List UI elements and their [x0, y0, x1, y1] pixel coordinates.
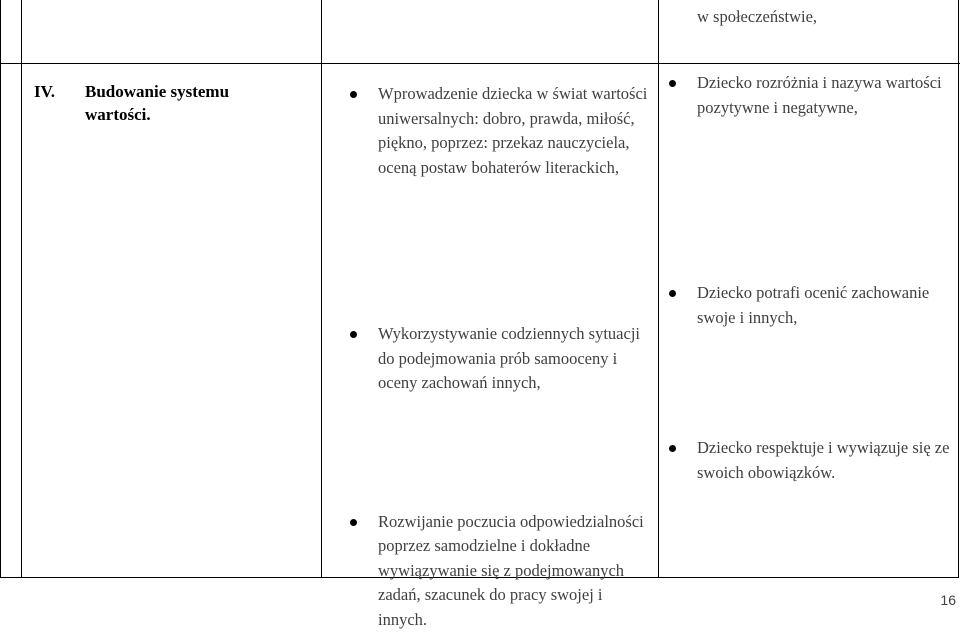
- list-item: [378, 510, 648, 632]
- outcome-text: Dziecko potrafi ocenić zachowanie swoje i innych,: [697, 281, 957, 330]
- bullet-icon: [350, 519, 357, 526]
- outcomes-list: [697, 71, 957, 218]
- goal-text: Rozwijanie poczucia odpowiedzialności poprzez samodzielne i dokładne wywiązywanie się z podejmowanych zadań, szacunek do pracy swojej i innych.: [378, 510, 648, 632]
- section-number: IV.: [34, 80, 55, 103]
- page-number: 16: [940, 592, 956, 608]
- bullet-icon: [669, 445, 676, 452]
- bullet-icon: [669, 290, 676, 297]
- goals-list: [378, 82, 648, 376]
- goal-text: Wykorzystywanie codziennych sytuacji do podejmowania prób samooceny i oceny zachowań innych,: [378, 322, 648, 396]
- table-left-border: [0, 0, 1, 578]
- previous-row-continuation: w społeczeństwie,: [697, 5, 817, 28]
- list-item: [697, 71, 957, 120]
- table-column-divider: [658, 0, 659, 578]
- outcome-text: Dziecko respektuje i wywiązuje się ze swoich obowiązków.: [697, 436, 957, 485]
- bullet-icon: [669, 80, 676, 87]
- table-column-divider: [321, 0, 322, 578]
- bullet-icon: [350, 331, 357, 338]
- table-column-divider: [21, 0, 22, 578]
- list-item: [378, 322, 648, 396]
- list-item: [697, 281, 957, 330]
- bullet-icon: [350, 91, 357, 98]
- table-row-divider: [0, 63, 960, 64]
- section-title: Budowanie systemu wartości.: [85, 80, 260, 126]
- outcome-text: Dziecko rozróżnia i nazywa wartości pozytywne i negatywne,: [697, 71, 957, 120]
- list-item: [378, 82, 648, 180]
- goal-text: Wprowadzenie dziecka w świat wartości uniwersalnych: dobro, prawda, miłość, piękno, poprzez: przekaz nauczyciela, oceną postaw bohaterów literackich,: [378, 82, 648, 180]
- list-item: [697, 436, 957, 485]
